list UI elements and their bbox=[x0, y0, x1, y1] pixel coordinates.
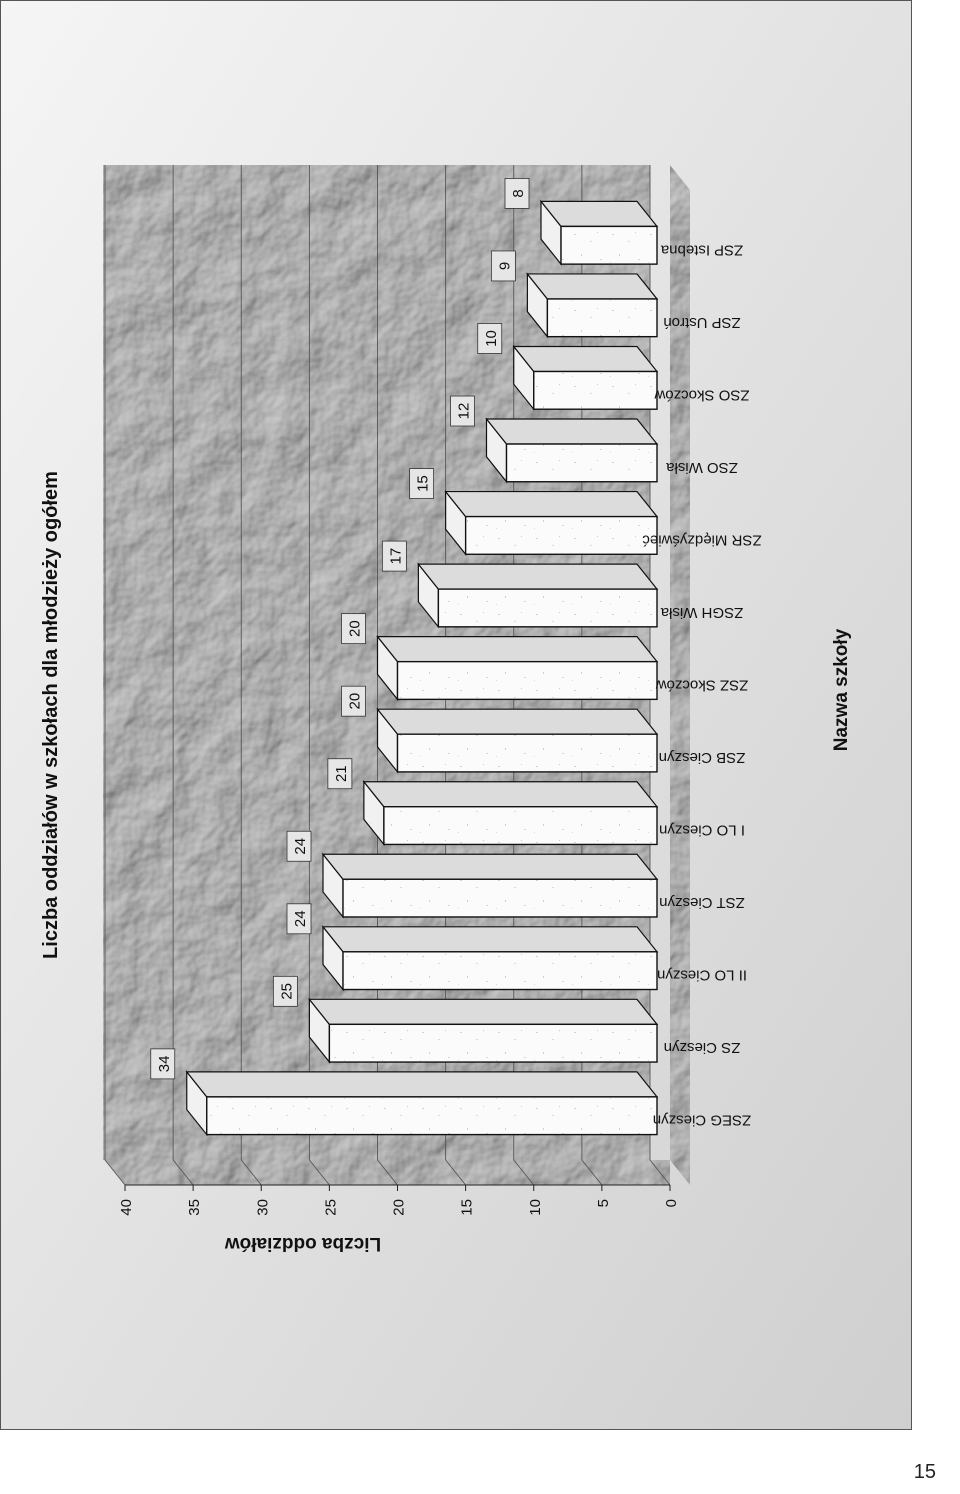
category-label: ZST Cieszyn bbox=[659, 894, 745, 912]
data-label bbox=[382, 541, 406, 571]
y-tick-label: 35 bbox=[186, 1199, 204, 1216]
bar-face bbox=[534, 371, 657, 409]
y-tick-label: 30 bbox=[254, 1199, 272, 1216]
data-label bbox=[491, 251, 515, 281]
bar bbox=[541, 201, 657, 264]
bar-face bbox=[398, 734, 658, 772]
bar bbox=[378, 709, 658, 772]
y-tick-label: 25 bbox=[322, 1199, 340, 1216]
bar-side bbox=[541, 201, 657, 226]
bar-face bbox=[207, 1097, 657, 1135]
data-label-text: 24 bbox=[292, 910, 309, 928]
bar bbox=[309, 999, 657, 1062]
data-label-text: 9 bbox=[496, 261, 514, 271]
page-number: 15 bbox=[913, 1461, 936, 1483]
data-label bbox=[342, 686, 366, 716]
y-tick-label: 5 bbox=[594, 1199, 612, 1208]
bar-side bbox=[446, 492, 657, 517]
category-label: ZSO Wisła bbox=[666, 458, 738, 476]
bar bbox=[323, 927, 657, 990]
y-tick-label: 20 bbox=[390, 1199, 408, 1216]
data-label-text: 20 bbox=[346, 692, 364, 710]
bar-face bbox=[398, 662, 658, 700]
data-label-text: 17 bbox=[387, 547, 405, 565]
data-label bbox=[451, 396, 475, 426]
category-label: ZSP Ustroń bbox=[663, 313, 741, 331]
bar-side bbox=[364, 782, 657, 807]
category-label: ZS Cieszyn bbox=[663, 1039, 741, 1057]
category-label: ZSZ Skoczów bbox=[655, 676, 749, 694]
data-label-text: 21 bbox=[332, 765, 350, 783]
data-label bbox=[410, 469, 434, 499]
bar-side bbox=[323, 927, 657, 952]
data-label bbox=[273, 976, 297, 1006]
data-label-text: 15 bbox=[414, 475, 432, 492]
bar-face bbox=[343, 952, 657, 990]
category-label: I LO Cieszyn bbox=[659, 821, 745, 839]
data-label bbox=[478, 323, 502, 353]
data-label-text: 8 bbox=[510, 189, 527, 198]
data-label-text: 12 bbox=[455, 402, 473, 420]
category-label: ZSEG Cieszyn bbox=[652, 1111, 752, 1129]
y-tick-label: 40 bbox=[118, 1199, 135, 1216]
bar-side bbox=[514, 346, 657, 371]
data-label-text: 25 bbox=[278, 982, 296, 1000]
data-label-text: 34 bbox=[155, 1055, 173, 1073]
bar-side bbox=[323, 854, 657, 879]
bar bbox=[364, 782, 657, 845]
bar bbox=[378, 637, 658, 700]
category-label: ZSP Istebna bbox=[660, 241, 744, 259]
bar-face bbox=[329, 1024, 657, 1062]
category-label: ZSR Międzyświeć bbox=[642, 531, 762, 549]
data-label-text: 24 bbox=[292, 837, 309, 855]
bar-side bbox=[418, 564, 657, 589]
category-label: ZSO Skoczów bbox=[654, 386, 750, 404]
data-label bbox=[342, 614, 366, 644]
bar bbox=[418, 564, 657, 627]
bar-face bbox=[438, 589, 657, 627]
bar-face bbox=[343, 879, 657, 917]
data-label-text: 10 bbox=[482, 330, 500, 347]
bar-side bbox=[378, 709, 658, 734]
bar-side bbox=[187, 1072, 657, 1097]
data-label bbox=[328, 759, 352, 789]
data-label bbox=[505, 178, 529, 208]
chart-title: Liczba oddziałów w szkołach dla młodzieży ogółem bbox=[40, 471, 62, 959]
bar bbox=[446, 492, 657, 555]
y-axis-title: Liczba oddziałów bbox=[224, 1233, 382, 1254]
bar bbox=[187, 1072, 657, 1135]
bar-side bbox=[487, 419, 658, 444]
x-axis-title: Nazwa szkoły bbox=[831, 628, 852, 752]
bar bbox=[487, 419, 658, 482]
y-tick-label: 0 bbox=[663, 1199, 680, 1208]
data-label-text: 20 bbox=[346, 620, 364, 637]
category-label: II LO Cieszyn bbox=[656, 966, 748, 984]
bar-side bbox=[378, 637, 658, 662]
data-label bbox=[287, 831, 311, 861]
data-label bbox=[151, 1049, 175, 1079]
y-tick-label: 10 bbox=[526, 1199, 544, 1216]
y-tick-label: 15 bbox=[458, 1199, 476, 1216]
bar-face bbox=[384, 807, 657, 845]
bar bbox=[514, 346, 657, 409]
bar-side bbox=[527, 274, 657, 299]
bar bbox=[527, 274, 657, 337]
data-label bbox=[287, 904, 311, 934]
bar-face bbox=[507, 444, 658, 482]
bar bbox=[323, 854, 657, 917]
bar-side bbox=[309, 999, 657, 1024]
category-label: ZSGH Wisła bbox=[660, 603, 744, 621]
bar-face bbox=[547, 299, 657, 337]
category-label: ZSB Cieszyn bbox=[658, 749, 746, 767]
bar-face bbox=[466, 517, 657, 555]
bar-face bbox=[561, 226, 657, 264]
